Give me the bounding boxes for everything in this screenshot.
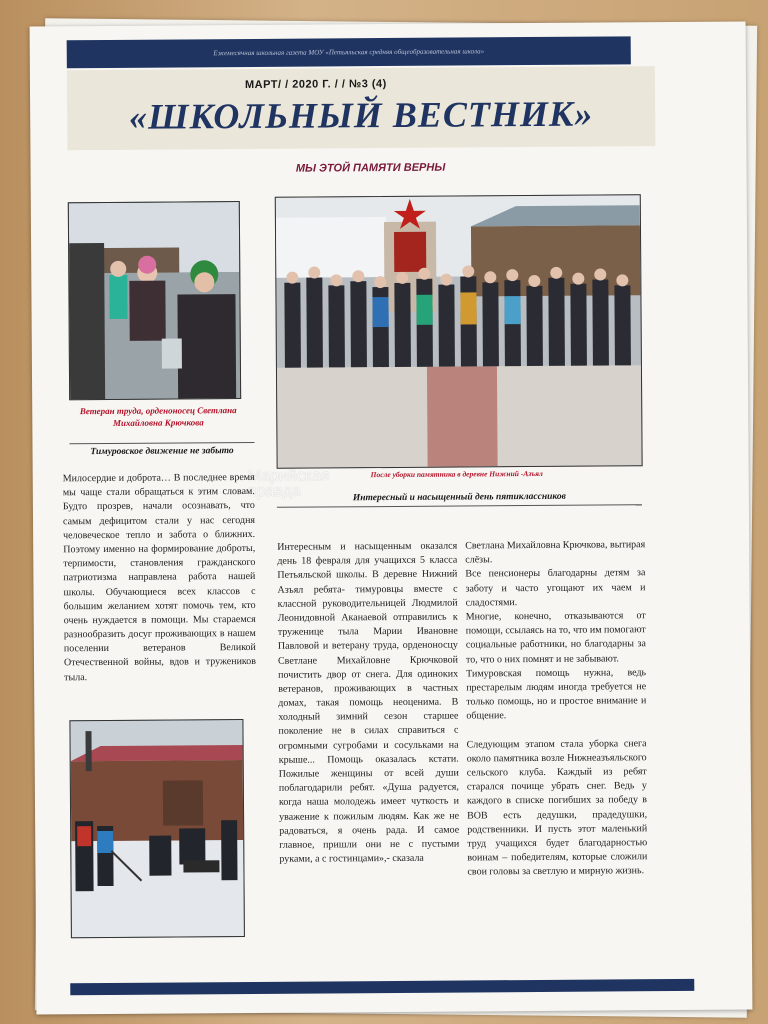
photo-memorial-group (275, 194, 643, 469)
article-middle-column: Интересным и насыщенным оказался день 18 февраля для учащихся 5 класса Петьяльской школы. В деревне Нижний Азъял ребята- тимуровцы вместе с классной руководительницей Людмилой Леонидовной Аканаевой отправились к труженице тыла Марии Ивановне Павловой и ветерану труда, орденоносцу Светлане Михайловне Крючковой почистить двор от снега. Для одиноких ветеранов, проживающих в частных домах, такая помощь неоценима. В холодный зимний сезон старшее поколение не в силах справиться с огромными сугробами и сосульками на крыше... Помощь оказалась кстати. Пожилые женщины от всей души поблагодарили ребят. «Душа радуется, когда наша молодежь имеет чуткость и уважение к пожилым людям. Как же не радоваться, я очень рада. И самое главное, пришли они не с пустыми руками, а с гостинцами»,- сказала (277, 540, 460, 865)
newspaper-page (30, 22, 753, 1015)
top-banner (67, 36, 631, 68)
article-right-column: Светлана Михайловна Крючкова, вытирая слёзы. Все пенсионеры благодарны детям за заботу и часто угощают их чаем и сладостями. Многие, конечно, отказываются от помощи, ссылаясь на то, что им помогают социальные работники, но благодарны за то, что о них помнят и не забывают. Тимуровская помощь нужна, ведь престарелым людям иногда требуется не только помощь, но и простое внимание и общение. Следующим этапом стала уборка снега около памятника возле Нижнеазъяльского сельского клуба. Каждый из ребят старался почище убрать снег. Ведь у каждого в списке погибших за победу в ВОВ есть дедушки, прадедушки, родственники. И пусть этот маленький труд учащихся будет благодарностью воинам – победителям, которые сложили свои головы за светлую и мирную жизнь. (465, 539, 648, 878)
watermark: Марийская правда (247, 467, 330, 501)
photo-snow-cleaning (69, 719, 245, 938)
issue-date-line: МАРТ/ / 2020 Г. / / №3 (4) (244, 78, 387, 92)
caption-veteran: Ветеран труда, орденоносец Светлана Михайловна Крючкова (79, 405, 237, 428)
newspaper-title: «ШКОЛЬНЫЙ ВЕСТНИК» (128, 93, 594, 137)
photo-veteran (68, 201, 241, 400)
article-left-column: Милосердие и доброта… В последнее время мы чаще стали обращаться к этим словам. Будто прозрев, начали осознавать, что самым дефицитом стали у нас сегодня человеческое тепло и забота о ближних. Поэтому именно на формирование доброты, терпимости, становления гражданского патриотизма направлена работа нашей школы. Обучающиеся всех классов с большим желанием хотят помочь тем, кто очень нуждается в помощи. Мы стараемся разнообразить досуг проживающих в нашем поселении ветеранов Великой Отечественной войны, вдов и тружеников тыла. (62, 471, 257, 683)
subhead-fifth-graders: Интересный и насыщенный день пятиклассников (277, 491, 642, 508)
section-title: МЫ ЭТОЙ ПАМЯТИ ВЕРНЫ (295, 161, 446, 175)
caption-memorial: После уборки памятника в деревне Нижний -Азъял (370, 468, 543, 480)
subhead-timur: Тимуровское движение не забыто (69, 442, 254, 457)
bottom-banner (70, 979, 694, 995)
top-banner-text: Ежемесячная школьная газета МОУ «Петьяльская средняя общеобразовательная школа» (213, 47, 485, 58)
